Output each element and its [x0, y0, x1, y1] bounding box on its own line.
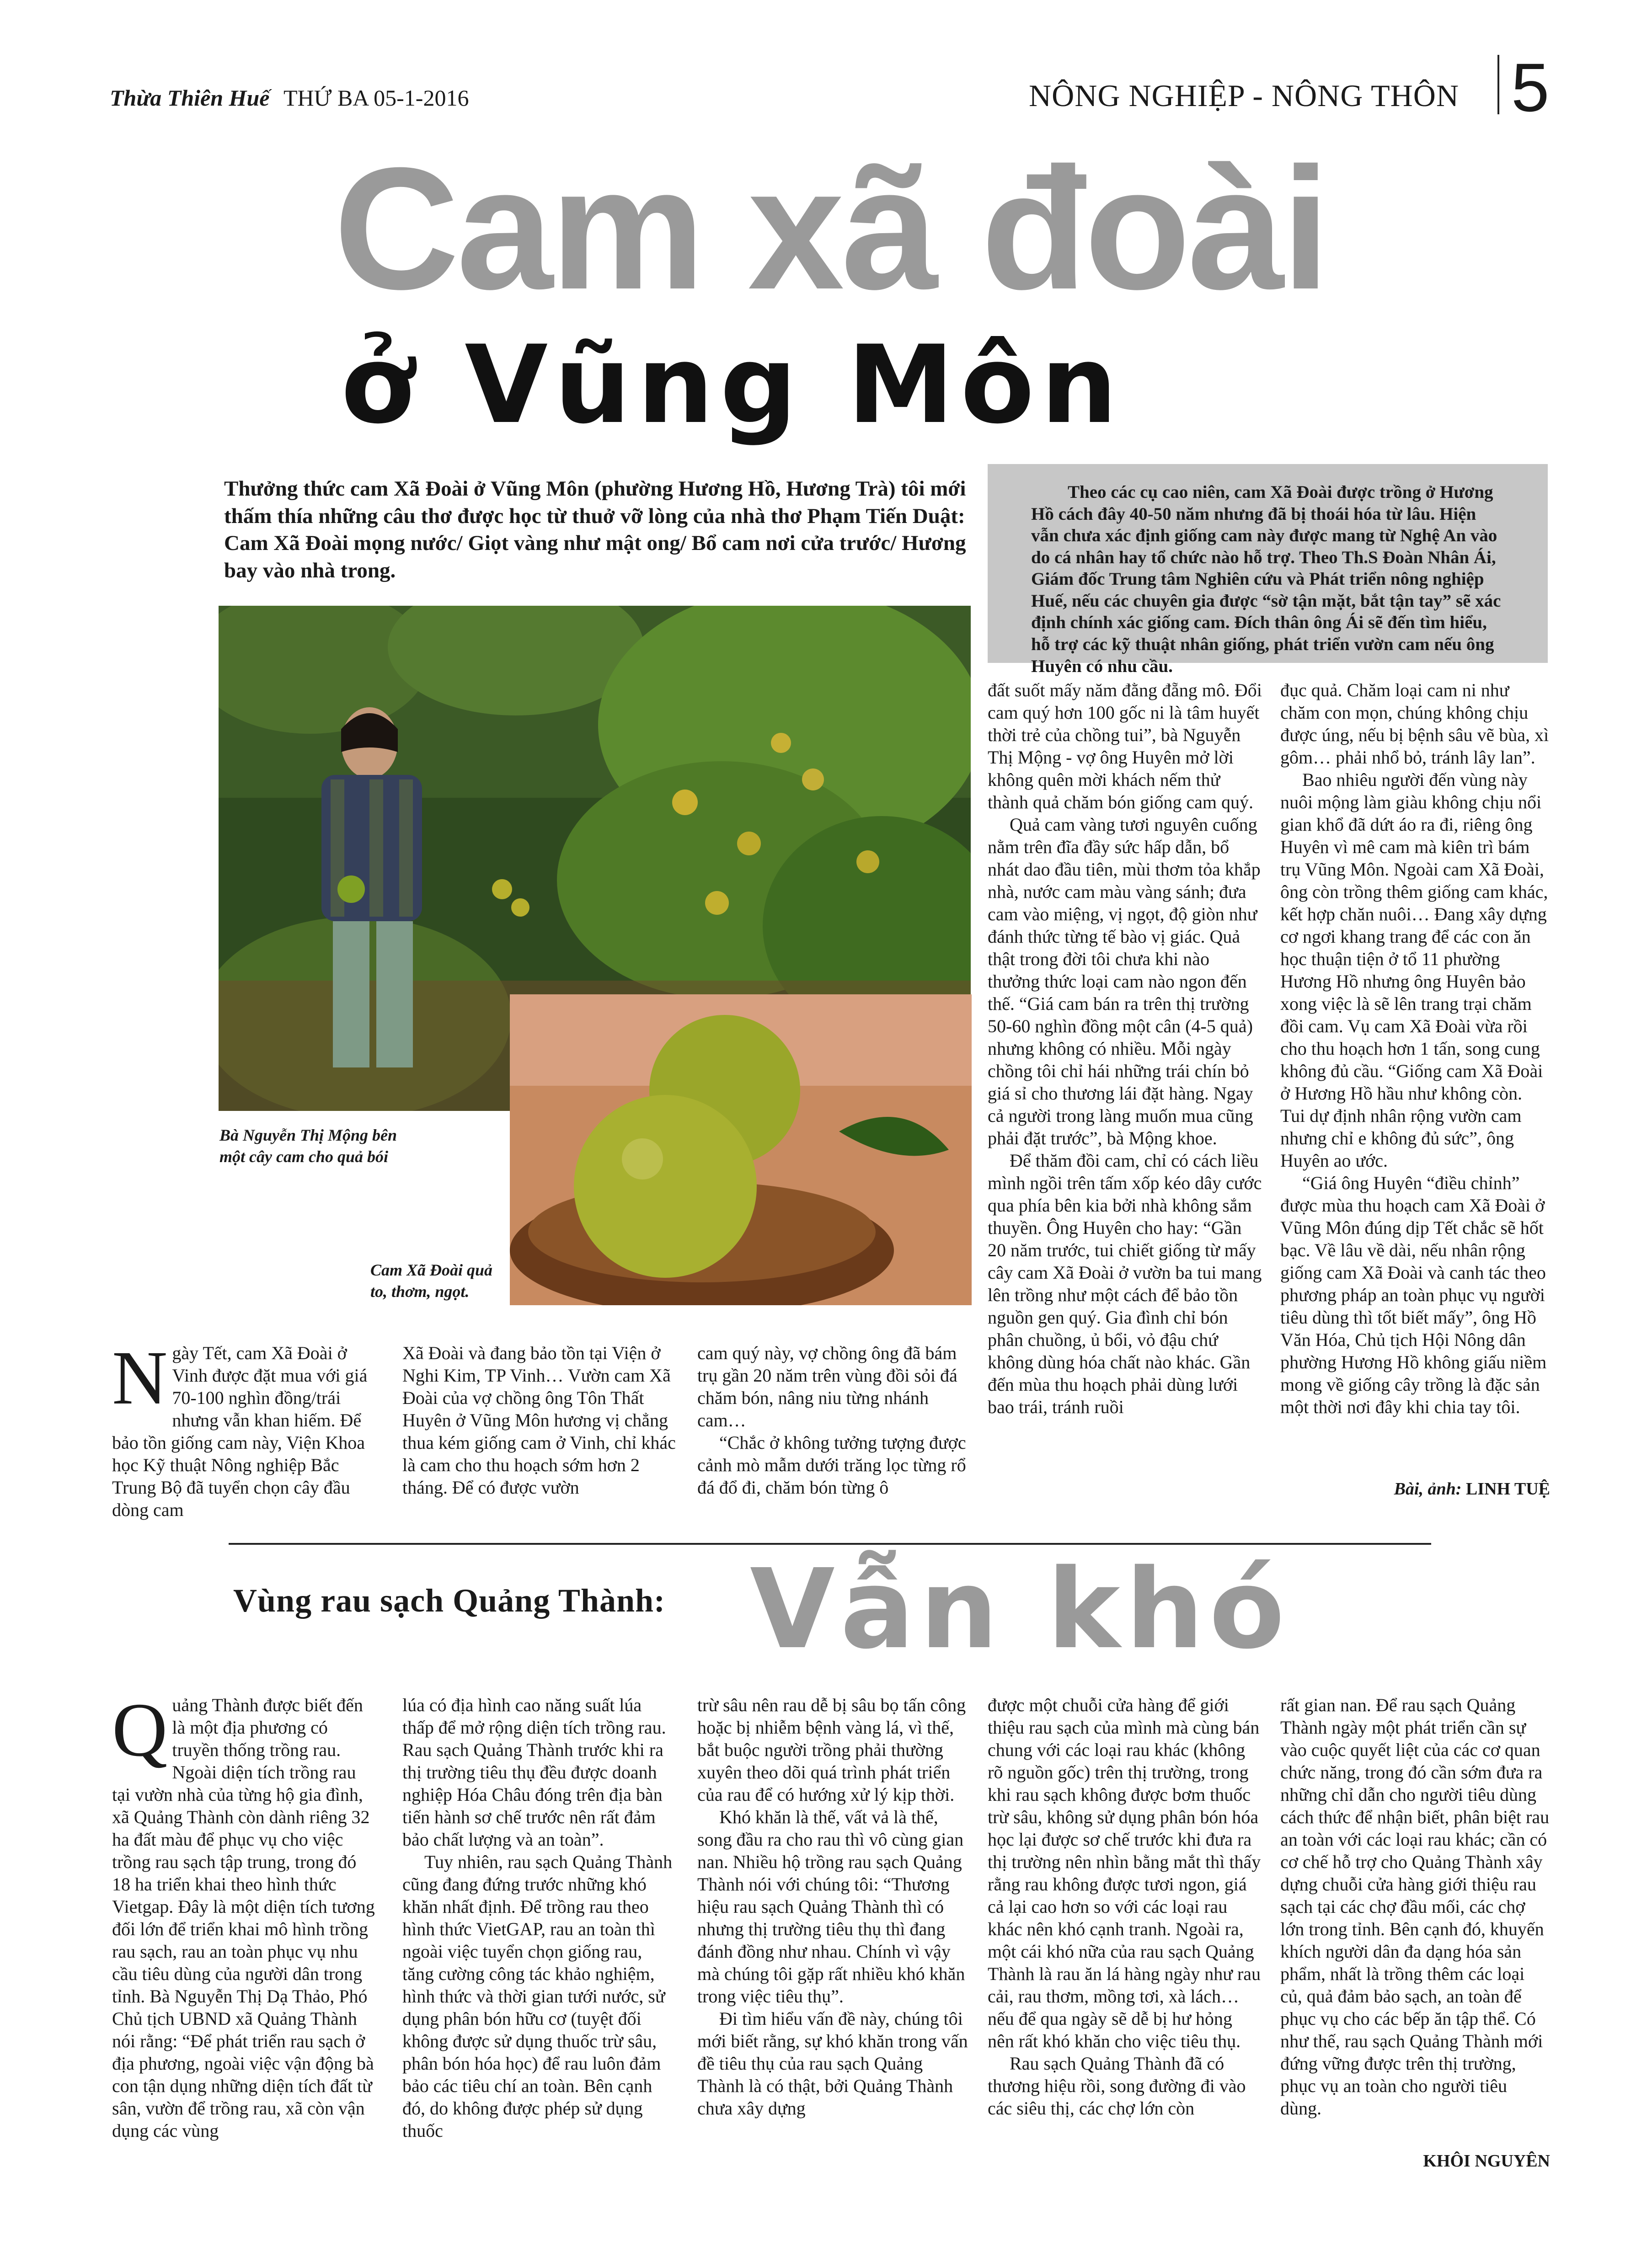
- photo1-caption: [219, 1125, 476, 1168]
- article1-col4-p3: Để thăm đồi cam, chỉ có cách liều mình ngồi trên tấm xốp kéo dây cước qua phía bên kia bởi nhà không sắm thuyền. Ông Huyên cho hay: “Gần 20 năm trước, tui chiết giống từ mấy cây cam Xã Đoài ở vườn ba tui mang lên trồng như một cách để bảo tồn nguồn gen quý. Gia đình chỉ bón phân chuồng, ủ bổi, vỏ đậu chứ không dùng hóa chất nào khác. Gần đến mùa thu hoạch phải dùng lưới bao trái, tránh ruồi: [988, 1150, 1262, 1417]
- article1-column-4: [988, 679, 1262, 1418]
- article1-col5-p1: đục quả. Chăm loại cam ni như chăm con mọn, chúng không chịu được úng, nếu bị bệnh sâu vẽ bùa, xì gôm… phải nhổ bỏ, tránh lây lan”.: [1280, 680, 1549, 768]
- article2-col4-p2: Rau sạch Quảng Thành đã có thương hiệu rồi, song đường đi vào các siêu thị, các chợ lớn còn: [988, 2053, 1246, 2119]
- article2-col3-p2: Khó khăn là thế, vất vả là thế, song đầu ra cho rau thì vô cùng gian nan. Nhiều hộ trồng rau sạch Quảng Thành nói với chúng tôi: “Thương hiệu rau sạch Quảng Thành thì có nhưng thị trường tiêu thụ thì đang đánh đồng như nhau. Chính vì vậy mà chúng tôi gặp rất nhiều khó khăn trong việc tiêu thụ”.: [697, 1807, 965, 2007]
- article2-column-1: [112, 1687, 377, 2142]
- article1-column-1: [112, 1335, 375, 1521]
- credit-author: LINH TUỆ: [1465, 1479, 1550, 1499]
- article1-col3-p2: “Chắc ở không tưởng tượng được cảnh mò mẫm dưới trăng lọc từng rổ đá đổ đi, chăm bón từng ô: [697, 1432, 966, 1498]
- photo2-caption-line1: Cam Xã Đoài quả: [370, 1261, 493, 1279]
- article2-col3-p1: trừ sâu nên rau dễ bị sâu bọ tấn công hoặc bị nhiễm bệnh vàng lá, vì thế, bắt buộc người trồng phải thường xuyên theo dõi quá trình phát triển của rau để có hướng xử lý kịp thời.: [697, 1695, 966, 1805]
- article1-col3-p1: cam quý này, vợ chồng ông đã bám trụ gần 20 năm trên vùng đồi sỏi đá chăm bón, nâng niu từng nhánh cam…: [697, 1343, 957, 1430]
- sidebar-box: [988, 464, 1548, 676]
- oranges-illustration: [510, 994, 972, 1305]
- article-title-line2: ở Vũng Môn: [341, 323, 1124, 448]
- article1-column-3: [697, 1342, 972, 1499]
- article2-column-4: [988, 1694, 1262, 2119]
- article-lead: Thưởng thức cam Xã Đoài ở Vũng Môn (phường Hương Hồ, Hương Trà) tôi mới thấm thía những câu thơ được học từ thuở vỡ lòng của nhà thơ Phạm Tiến Duật: Cam Xã Đoài mọng nước/ Giọt vàng như mật ong/ Bổ cam nơi cửa trước/ Hương bay vào nhà trong.: [224, 477, 966, 583]
- article2-credit: KHÔI NGUYÊN: [1423, 2151, 1550, 2171]
- article2-col4-p1: được một chuỗi cửa hàng để giới thiệu rau sạch của mình mà cùng bán chung với các loại rau khác (không rõ nguồn gốc) trên thị trường, trong khi rau sạch không được bơm thuốc trừ sâu, không sử dụng phân bón hóa học lại được sơ chế trước khi đưa ra thị trường nên nhìn bằng mắt thì thấy rằng rau không được tươi ngon, giá cả lại cao hơn so với các loại rau khác nên khó cạnh tranh. Ngoài ra, một cái khó nữa của rau sạch Quảng Thành là rau ăn lá hàng ngày như rau cải, rau thơm, mồng tơi, xà lách… nếu để qua ngày sẽ dễ bị hư hỏng nên rất khó khăn cho việc tiêu thụ.: [988, 1695, 1261, 2051]
- sidebar-text: Theo các cụ cao niên, cam Xã Đoài được trồng ở Hương Hồ cách đây 40-50 năm nhưng đã bị thoái hóa từ lâu. Hiện vẫn chưa xác định giống cam này được mang từ Nghệ An vào do cá nhân hay tổ chức nào hỗ trợ. Theo Th.S Đoàn Nhân Ái, Giám đốc Trung tâm Nghiên cứu và Phát triển nông nghiệp Huế, nếu các chuyên gia được “sờ tận mặt, bắt tận tay” sẽ xác định chính xác giống cam. Đích thân ông Ái sẽ đến tìm hiểu, hỗ trợ các kỹ thuật nhân giống, phát triển vườn cam nếu ông Huyên có nhu cầu.: [1031, 482, 1501, 676]
- article2-column-5: [1280, 1694, 1550, 2119]
- credit-label: Bài, ảnh:: [1394, 1479, 1462, 1499]
- article1-column-2: [402, 1342, 677, 1499]
- photo2-caption-line2: to, thơm, ngọt.: [370, 1282, 470, 1301]
- header-divider: [1497, 55, 1499, 114]
- dropcap-letter: N: [112, 1335, 168, 1420]
- article1-credit: [1280, 1479, 1550, 1499]
- photo2-caption: [370, 1259, 508, 1302]
- article1-column-5: [1280, 679, 1550, 1418]
- page-number: 5: [1511, 49, 1550, 126]
- article2-title-big: Vẫn khó: [750, 1545, 1290, 1673]
- article2-col2-p1: lúa có địa hình cao năng suất lúa thấp để mở rộng diện tích trồng rau. Rau sạch Quảng Thành trước khi ra thị trường tiêu thụ đều được doanh nghiệp Hóa Châu đóng trên địa bàn tiến hành sơ chế trước nên rất đảm bảo chất lượng và an toàn”.: [402, 1695, 666, 1850]
- article1-col2-text: Xã Đoài và đang bảo tồn tại Viện ở Nghi Kim, TP Vinh… Vườn cam Xã Đoài của vợ chồng ông Tôn Thất Huyên ở Vũng Môn hương vị chẳng thua kém giống cam ở Vinh, chỉ khác là cam cho thu hoạch sớm hơn 2 tháng. Để có được vườn: [402, 1343, 676, 1498]
- article2-col1-text: uảng Thành được biết đến là một địa phương có truyền thống trồng rau. Ngoài diện tích trồng rau tại vườn nhà của từng hộ gia đình, xã Quảng Thành còn dành riêng 32 ha đất màu để phục vụ cho việc trồng rau sạch tập trung, trong đó 18 ha triển khai theo hình thức Vietgap. Đây là một diện tích tương đối lớn để triển khai mô hình trồng rau sạch, rau an toàn phục vụ nhu cầu tiêu dùng của người dân trong tỉnh. Bà Nguyễn Thị Dạ Thảo, Phó Chủ tịch UBND xã Quảng Thành nói rằng: “Để phát triển rau sạch ở địa phương, ngoài việc vận động bà con tận dụng những diện tích đất từ sân, vườn để trồng rau, xã còn vận dụng các vùng: [112, 1695, 375, 2141]
- article2-column-3: [697, 1694, 972, 2119]
- photo1-caption-line1: Bà Nguyễn Thị Mộng bên: [219, 1126, 397, 1144]
- article1-col5-p3: “Giá ông Huyên “điều chỉnh” được mùa thu hoạch cam Xã Đoài ở Vũng Môn đúng dịp Tết chắc sẽ hốt bạc. Về lâu về dài, nếu nhân rộng giống cam Xã Đoài và canh tác theo phương pháp an toàn phục vụ người tiêu dùng thì tốt biết mấy”, ông Hồ Văn Hóa, Chủ tịch Hội Nông dân phường Hương Hồ không giấu niềm mong về giống cây trồng là đặc sản một thời nơi đây khi chia tay tôi.: [1280, 1173, 1547, 1417]
- article1-col1-text: gày Tết, cam Xã Đoài ở Vinh được đặt mua với giá 70-100 nghìn đồng/trái nhưng vẫn khan hiếm. Để bảo tồn giống cam này, Viện Khoa học Kỹ thuật Nông nghiệp Bắc Trung Bộ đã tuyển chọn cây đầu dòng cam: [112, 1343, 368, 1520]
- article2-col2-p2: Tuy nhiên, rau sạch Quảng Thành cũng đang đứng trước những khó khăn nhất định. Để trồng rau theo hình thức VietGAP, rau an toàn thì ngoài việc tuyển chọn giống rau, tăng cường công tác khảo nghiệm, hình thức và thời gian tưới nước, sử dụng phân bón hữu cơ (tuyệt đối không được sử dụng thuốc trừ sâu, phân bón hóa học) để rau luôn đảm bảo các tiêu chí an toàn. Bên cạnh đó, do không được phép sử dụng thuốc: [402, 1852, 673, 2141]
- article2-col5-text: rất gian nan. Để rau sạch Quảng Thành ngày một phát triển cần sự vào cuộc quyết liệt của các cơ quan chức năng, trong đó cần sớm đưa ra những chỉ dẫn cho người tiêu dùng cách thức để nhận biết, phân biệt rau an toàn với các loại rau khác; cần có cơ chế hỗ trợ cho Quảng Thành xây dựng chuỗi cửa hàng giới thiệu rau sạch tại các chợ đầu mối, các chợ lớn trong tỉnh. Bên cạnh đó, khuyến khích người dân đa dạng hóa sản phẩm, nhất là trồng thêm các loại củ, quả đảm bảo sạch, an toàn để phục vụ cho các bếp ăn tập thể. Có như thế, rau sạch Quảng Thành mới đứng vững được trên thị trường, phục vụ an toàn cho người tiêu dùng.: [1280, 1695, 1550, 2119]
- photo-orange-basket: [510, 994, 972, 1305]
- article1-col5-p2: Bao nhiêu người đến vùng này nuôi mộng làm giàu không chịu nổi gian khổ đã dứt áo ra đi, riêng ông Huyên vì mê cam mà kiên trì bám trụ Vũng Môn. Ngoài cam Xã Đoài, ông còn trồng thêm giống cam khác, kết hợp chăn nuôi… Đang xây dựng cơ ngơi khang trang để các con ăn học thuận tiện ở tổ 11 phường Hương Hồ nhưng ông Huyên bảo xong việc là sẽ lên trang trại chăm đồi cam. Vụ cam Xã Đoài vừa rồi cho thu hoạch hơn 1 tấn, song cung không đủ cầu. “Giống cam Xã Đoài ở Hương Hồ hầu như không còn. Tui dự định nhân rộng vườn cam nhưng chỉ e không đủ sức”, ông Huyên ao ước.: [1280, 769, 1548, 1171]
- section-divider: [229, 1543, 1431, 1545]
- article2-col3-p3: Đi tìm hiểu vấn đề này, chúng tôi mới biết rằng, sự khó khăn trong vấn đề tiêu thụ của rau sạch Quảng Thành là có thật, bởi Quảng Thành chưa xây dựng: [697, 2008, 968, 2119]
- article1-col4-p1: đất suốt mấy năm đằng đẵng mô. Đổi cam quý hơn 100 gốc ni là tâm huyết thời trẻ của chồng tui”, bà Nguyễn Thị Mộng - vợ ông Huyên mở lời không quên mời khách nếm thử thành quả chăm bón giống cam quý.: [988, 680, 1262, 812]
- section-title: NÔNG NGHIỆP - NÔNG THÔN: [1029, 78, 1459, 113]
- article2-column-2: [402, 1694, 677, 2142]
- article-title-line1: Cam xã đoài: [334, 131, 1327, 326]
- photo1-caption-line2: một cây cam cho quả bói: [219, 1147, 388, 1166]
- issue-date: THỨ BA 05-1-2016: [283, 85, 469, 111]
- article2-title-lead: Vùng rau sạch Quảng Thành:: [233, 1582, 666, 1619]
- newspaper-name: Thừa Thiên Huế: [110, 85, 270, 111]
- article1-col4-p2: Quả cam vàng tươi nguyên cuống nằm trên đĩa đầy sức hấp dẫn, bổ nhát dao đầu tiên, mùi thơm tỏa khắp nhà, nước cam màu vàng sánh; đưa cam vào miệng, vị ngọt, độ giòn như đánh thức từng tế bào vị giác. Quả thật trong đời tôi chưa khi nào thưởng thức loại cam nào ngon đến thế. “Giá cam bán ra trên thị trường 50-60 nghìn đồng một cân (4-5 quả) nhưng không có nhiều. Mỗi ngày chồng tôi chỉ hái những trái chín bỏ giá sỉ cho thương lái đặt hàng. Ngay cả người trong làng muốn mua cũng phải đặt trước”, bà Mộng khoe.: [988, 814, 1261, 1148]
- dropcap-letter: Q: [112, 1687, 168, 1772]
